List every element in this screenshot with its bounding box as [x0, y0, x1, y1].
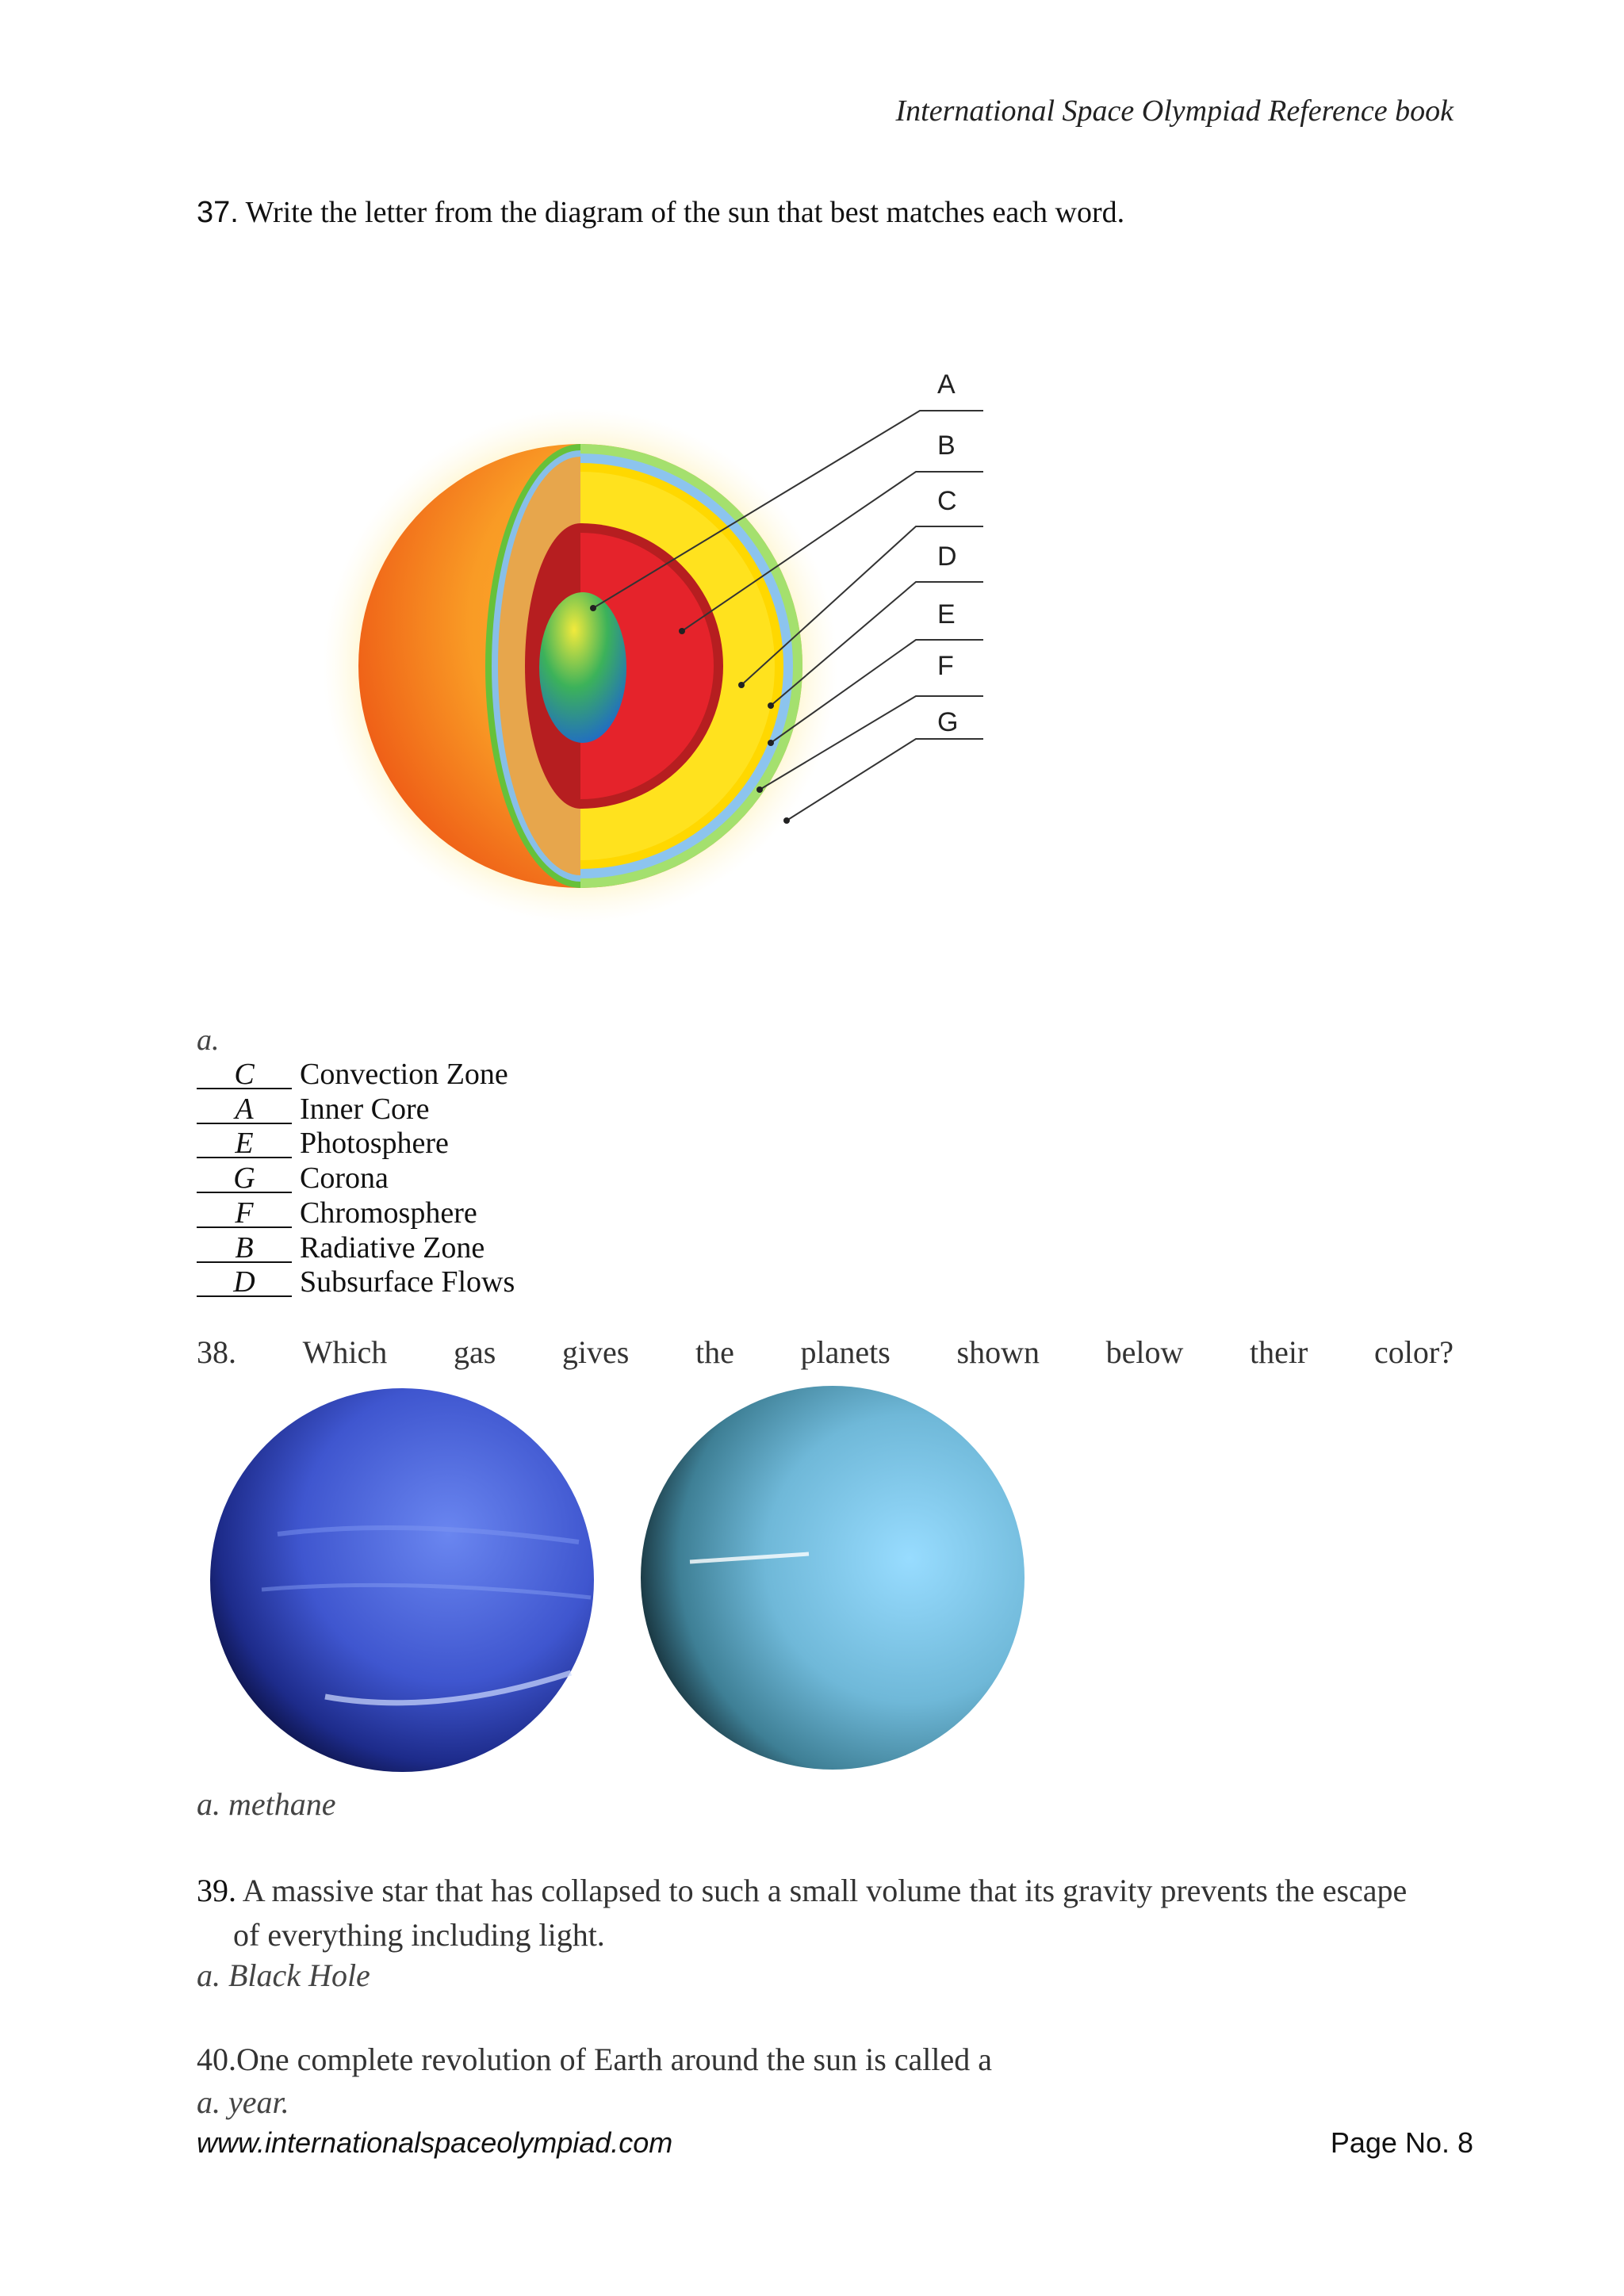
header-title: International Space Olympiad Reference book [895, 94, 1454, 128]
match-term: Corona [300, 1161, 389, 1196]
question-word: their [1250, 1334, 1308, 1370]
diagram-label-a: A [937, 369, 956, 400]
answer-blank: F [197, 1200, 292, 1228]
diagram-label-d: D [937, 541, 957, 572]
question-word: planets [800, 1334, 891, 1370]
answer-blank: A [197, 1096, 292, 1124]
uranus-planet [641, 1386, 1025, 1770]
answer-blank: C [197, 1061, 292, 1089]
planets-image [206, 1383, 1031, 1780]
match-term: Radiative Zone [300, 1230, 485, 1265]
match-row [197, 1196, 515, 1231]
answer-40: a. year. [197, 2084, 289, 2120]
match-term: Subsurface Flows [300, 1265, 515, 1299]
question-37 [197, 195, 1124, 230]
question-text-continued: of everything including light. [233, 1917, 605, 1953]
match-term: Chromosphere [300, 1196, 477, 1230]
footer-website-link[interactable]: www.internationalspaceolympiad.com [197, 2126, 673, 2159]
diagram-label-g: G [937, 707, 959, 737]
sun-structure-diagram [285, 341, 1031, 1023]
question-word: the [695, 1334, 734, 1370]
answer-blank: E [197, 1130, 292, 1158]
question-word: gives [561, 1334, 630, 1370]
question-40: 40.One complete revolution of Earth around the sun is called a [197, 2042, 993, 2077]
match-row [197, 1231, 515, 1266]
match-row [197, 1265, 515, 1300]
match-list [197, 1058, 515, 1300]
question-word: shown [956, 1334, 1040, 1370]
answer-blank: B [197, 1234, 292, 1263]
question-39 [197, 1869, 1465, 1957]
match-row [197, 1127, 515, 1161]
answer-prefix: a. [197, 1024, 220, 1057]
question-word: 38. [197, 1334, 236, 1370]
diagram-label-c: C [937, 486, 957, 516]
diagram-label-f: F [937, 651, 954, 681]
page-number: Page No. 8 [1330, 2126, 1473, 2159]
diagram-label-e: E [937, 599, 956, 629]
match-term: Convection Zone [300, 1058, 508, 1091]
neptune-planet [210, 1388, 594, 1772]
answer-blank: G [197, 1165, 292, 1193]
question-word: gas [453, 1334, 496, 1370]
question-word: color? [1374, 1334, 1454, 1370]
question-word: Which [302, 1334, 388, 1370]
match-term: Photosphere [300, 1127, 449, 1161]
answer-39: a. Black Hole [197, 1957, 370, 1993]
question-word: below [1105, 1334, 1184, 1370]
match-row [197, 1058, 515, 1093]
answer-38: a. methane [197, 1786, 336, 1822]
match-term: Inner Core [300, 1092, 430, 1126]
match-row [197, 1161, 515, 1196]
question-number: 39. [197, 1873, 236, 1908]
question-text: Write the letter from the diagram of the sun that best matches each word. [238, 196, 1125, 229]
match-row [197, 1093, 515, 1127]
question-number: 37. [197, 196, 239, 229]
diagram-label-b: B [937, 430, 956, 461]
question-text: A massive star that has collapsed to such a small volume that its gravity prevents the escape [236, 1873, 1408, 1908]
question-38 [197, 1334, 1454, 1371]
answer-blank: D [197, 1269, 292, 1297]
